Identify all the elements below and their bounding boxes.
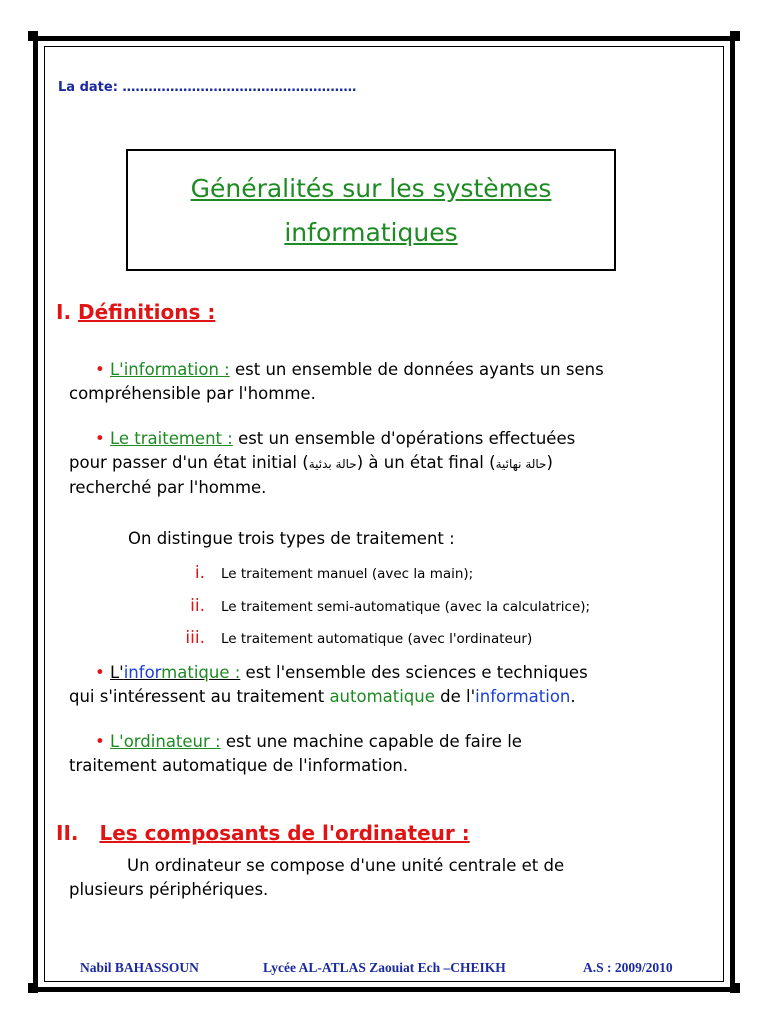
- bullet-icon: •: [95, 663, 105, 682]
- term-informatique: [110, 663, 240, 682]
- definition-information: [69, 358, 604, 406]
- page-title: [128, 167, 614, 255]
- type-label: Le traitement semi-automatique (avec la calculatrice);: [221, 599, 591, 615]
- text-part: ) à un état final (: [356, 453, 496, 472]
- type-item: [165, 626, 532, 651]
- footer-school: Lycée AL-ATLAS Zaouiat Ech –CHEIKH: [263, 960, 506, 975]
- corner-ornament: [28, 31, 38, 41]
- footer-year: A.S : 2009/2010: [583, 960, 673, 975]
- term-information: L'information :: [109, 360, 230, 379]
- section-1-heading: [56, 300, 215, 324]
- bullet-icon: •: [95, 732, 105, 751]
- bullet-icon: •: [95, 360, 105, 379]
- definition-text: est un ensemble de données ayants un sens: [235, 360, 604, 379]
- section-2-text: [69, 854, 564, 902]
- section-1-number: I.: [56, 300, 72, 324]
- date-line: [58, 80, 356, 95]
- bullet-icon: •: [95, 429, 105, 448]
- corner-ornament: [730, 31, 740, 41]
- definition-text-line2: [69, 687, 576, 706]
- type-item: [165, 594, 590, 619]
- term-part: matique :: [161, 663, 241, 682]
- section-2-title: Les composants de l'ordinateur :: [99, 821, 470, 845]
- definition-text: recherché par l'homme.: [69, 478, 267, 497]
- definition-text: est une machine capable de faire le: [225, 732, 522, 751]
- definition-informatique: [69, 661, 588, 709]
- text-part: pour passer d'un état initial (: [69, 453, 309, 472]
- types-intro: On distingue trois types de traitement :: [128, 529, 455, 548]
- text-part: ): [546, 453, 553, 472]
- section-2-number: II.: [56, 821, 79, 845]
- term-part: L': [109, 663, 124, 682]
- title-box: [126, 149, 616, 271]
- section-2-heading: [56, 821, 470, 845]
- type-label: Le traitement manuel (avec la main);: [221, 566, 474, 582]
- section-1-title: Définitions :: [78, 300, 216, 324]
- text-part: qui s'intéressent au traitement: [69, 687, 330, 706]
- date-label: La date:: [58, 80, 118, 95]
- definition-text: traitement automatique de l'information.: [69, 756, 409, 775]
- date-dots: ………………………………………………: [122, 80, 357, 95]
- text-part: information: [475, 687, 571, 706]
- arabic-initial: حالة بدئية: [308, 457, 357, 471]
- type-number: ii.: [190, 596, 205, 616]
- title-line-1: Généralités sur les systèmes: [190, 174, 552, 203]
- term-traitement: Le traitement :: [109, 429, 233, 448]
- section-2-text-line1: Un ordinateur se compose d'une unité centrale et de: [127, 856, 565, 875]
- term-ordinateur: L'ordinateur :: [109, 732, 221, 751]
- corner-ornament: [28, 983, 38, 993]
- text-part: .: [570, 687, 576, 706]
- section-2-text-line2: plusieurs périphériques.: [69, 880, 269, 899]
- corner-ornament: [730, 983, 740, 993]
- footer-author: Nabil BAHASSOUN: [80, 960, 199, 975]
- type-number: iii.: [185, 628, 205, 648]
- text-part: automatique: [329, 687, 435, 706]
- type-number: i.: [194, 563, 205, 583]
- definition-text: est un ensemble d'opérations effectuées: [238, 429, 576, 448]
- definition-ordinateur: [69, 730, 522, 778]
- definition-text-line2: [69, 453, 553, 472]
- term-part: infor: [123, 663, 162, 682]
- definition-text: est l'ensemble des sciences e techniques: [245, 663, 588, 682]
- type-label: Le traitement automatique (avec l'ordinateur): [221, 631, 533, 647]
- text-part: de l': [434, 687, 476, 706]
- definition-text: compréhensible par l'homme.: [69, 384, 316, 403]
- type-item: [165, 561, 473, 586]
- definition-traitement: [69, 427, 576, 500]
- title-line-2: informatiques: [284, 218, 458, 247]
- arabic-final: حالة نهائية: [495, 457, 547, 471]
